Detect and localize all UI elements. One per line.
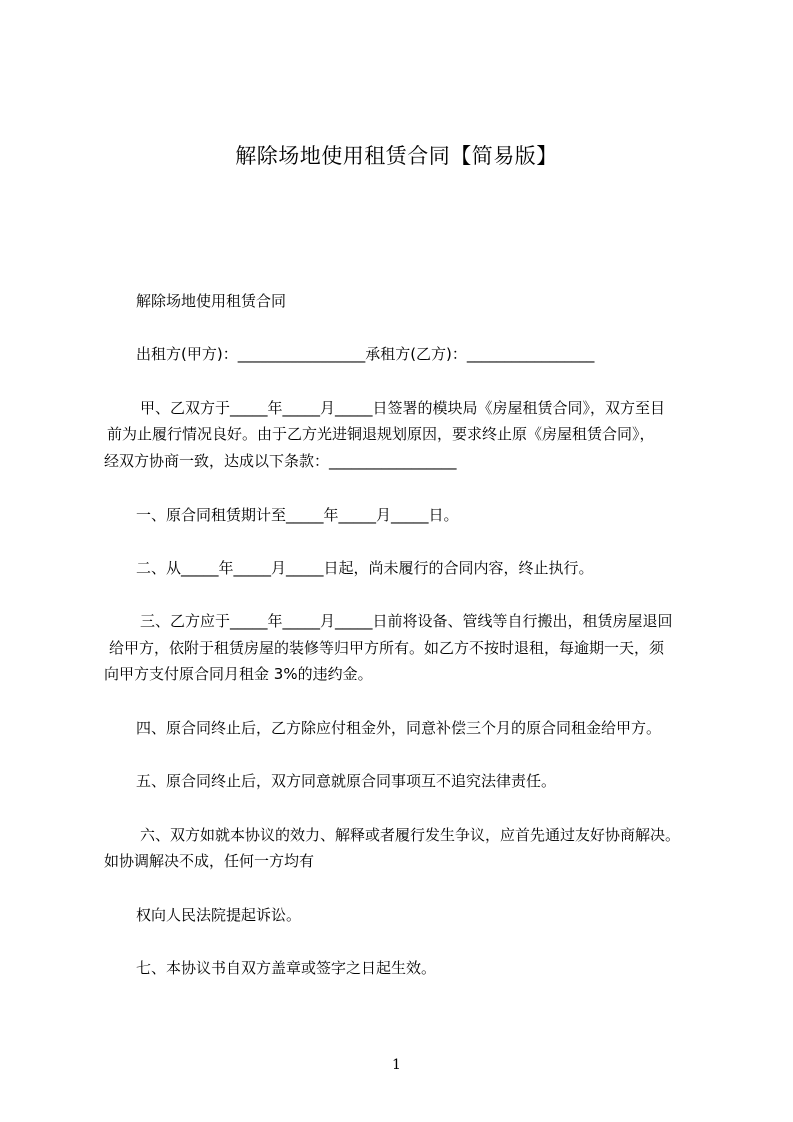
document-title: 解除场地使用租赁合同【简易版】	[235, 144, 558, 168]
clause-7: 七、本协议书自双方盖章或签字之日起生效。	[136, 959, 437, 977]
intro-line-3: 经双方协商一致，达成以下条款：_________________	[104, 452, 457, 470]
clause-4: 四、原合同终止后，乙方除应付租金外，同意补偿三个月的原合同租金给甲方。	[136, 719, 662, 737]
clause-3-line-1: 三、乙方应于_____年_____月_____日前将设备、管线等自行搬出，租赁房屋退回	[140, 612, 673, 630]
clause-5: 五、原合同终止后，双方同意就原合同事项互不追究法律责任。	[136, 772, 557, 790]
clause-1: 一、原合同租赁期计至_____年_____月_____日。	[136, 506, 459, 524]
parties-line: 出租方(甲方)：_________________承租方(乙方)：_________________	[136, 345, 595, 363]
page-number: 1	[392, 1057, 401, 1073]
clause-2: 二、从_____年_____月_____日起，尚未履行的合同内容，终止执行。	[136, 559, 594, 577]
clause-6-line-3: 权向人民法院提起诉讼。	[136, 906, 302, 924]
intro-line-1: 甲、乙双方于_____年_____月_____日签署的模块局《房屋租赁合同》，双方至目	[140, 399, 666, 417]
clause-3-line-3: 向甲方支付原合同月租金 3%的违约金。	[104, 665, 373, 683]
intro-line-2: 前为止履行情况良好。由于乙方光进铜退规划原因，要求终止原《房屋租赁合同》，	[107, 425, 655, 443]
clause-6-line-2: 如协调解决不成，任何一方均有	[104, 852, 315, 870]
clause-3-line-2: 给甲方，依附于租赁房屋的装修等归甲方所有。如乙方不按时退租，每逾期一天，须	[109, 639, 665, 657]
document-subtitle: 解除场地使用租赁合同	[136, 292, 287, 310]
clause-6-line-1: 六、双方如就本协议的效力、解释或者履行发生争议，应首先通过友好协商解决。	[140, 826, 681, 844]
